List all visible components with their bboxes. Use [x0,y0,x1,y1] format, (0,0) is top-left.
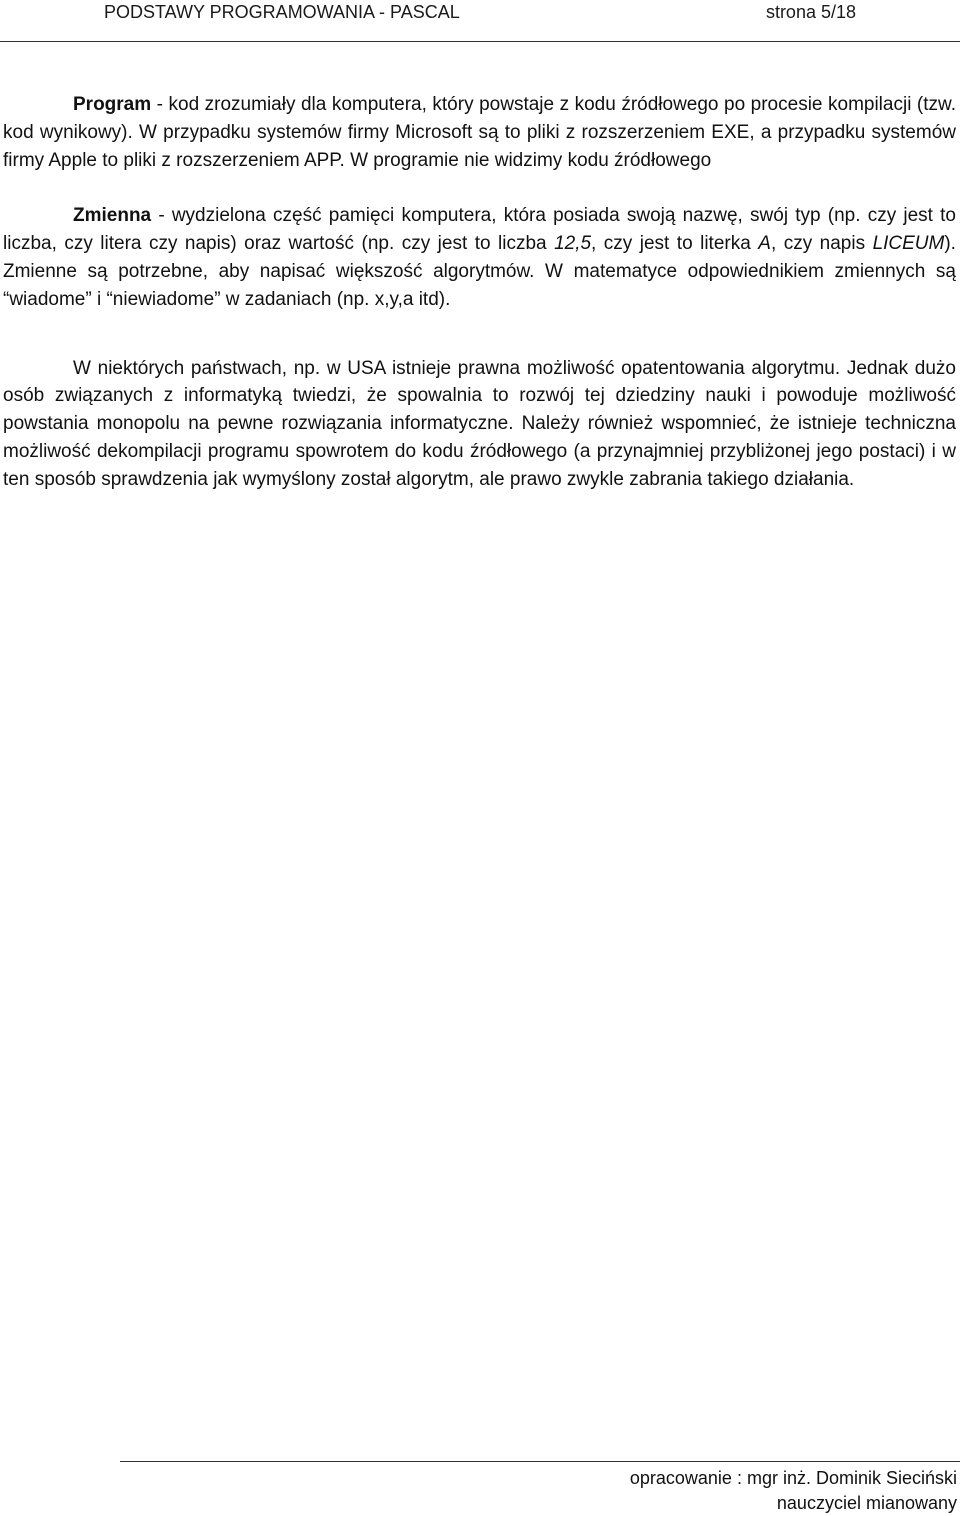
example-string: LICEUM [872,233,945,255]
document-body [3,91,956,494]
document-title: PODSTAWY PROGRAMOWANIA - PASCAL [104,2,460,22]
definition-variable-text-4: ). Zmienne są potrzebne, aby napisać większość algorytmów. W matematyce odpowiednikiem zmiennych są “wiadome” i “niewiadome” w zadaniach (np. x,y,a itd). [3,233,956,310]
example-number: 12,5 [554,233,592,255]
paragraph-program-definition [3,91,956,174]
header-divider [0,41,960,42]
definition-variable-text-3: , czy napis [770,233,873,255]
term-variable: Zmienna [73,205,152,227]
page-header [0,0,960,44]
definition-variable-text-2: , czy jest to literka [591,233,759,255]
example-letter: A [758,233,771,255]
footer-author: opracowanie : mgr inż. Dominik Sieciński [629,1468,957,1488]
footer-role: nauczyciel mianowany [776,1493,957,1513]
definition-variable-text-1: - wydzielona część pamięci komputera, która posiada swoją nazwę, swój typ (np. czy jest to liczba, czy litera czy napis) oraz wartość (np. czy jest to liczba [3,205,956,255]
paragraph-variable-definition [3,202,956,313]
footer-divider [120,1461,960,1462]
term-program: Program [73,94,152,115]
definition-program-text: - kod zrozumiały dla komputera, który powstaje z kodu źródłowego po procesie kompilacji (tzw. kod wynikowy). W przypadku systemów firmy Microsoft są to pliki z rozszerzeniem EXE, a przypadku systemów firmy Apple to pliki z rozszerzeniem APP. W programie nie widzimy kodu źródłowego [3,94,956,171]
paragraph-patents: W niektórych państwach, np. w USA istnieje prawna możliwość opatentowania algorytmu. Jednak dużo osób związanych z informatyką twiedzi, że spowalnia to rozwój tej dziedziny nauki i powoduje możliwość powstania monopolu na pewne rozwiązania informatyczne. Należy również wspomnieć, że istnieje techniczna możliwość dekompilacji programu spowrotem do kodu źródłowego (a przynajmniej przybliżonej jego postaci) i w ten sposób sprawdzenia jak wymyślony został algorytm, ale prawo zwykle zabrania takiego działania. [3,357,956,490]
page-number: strona 5/18 [765,2,856,22]
